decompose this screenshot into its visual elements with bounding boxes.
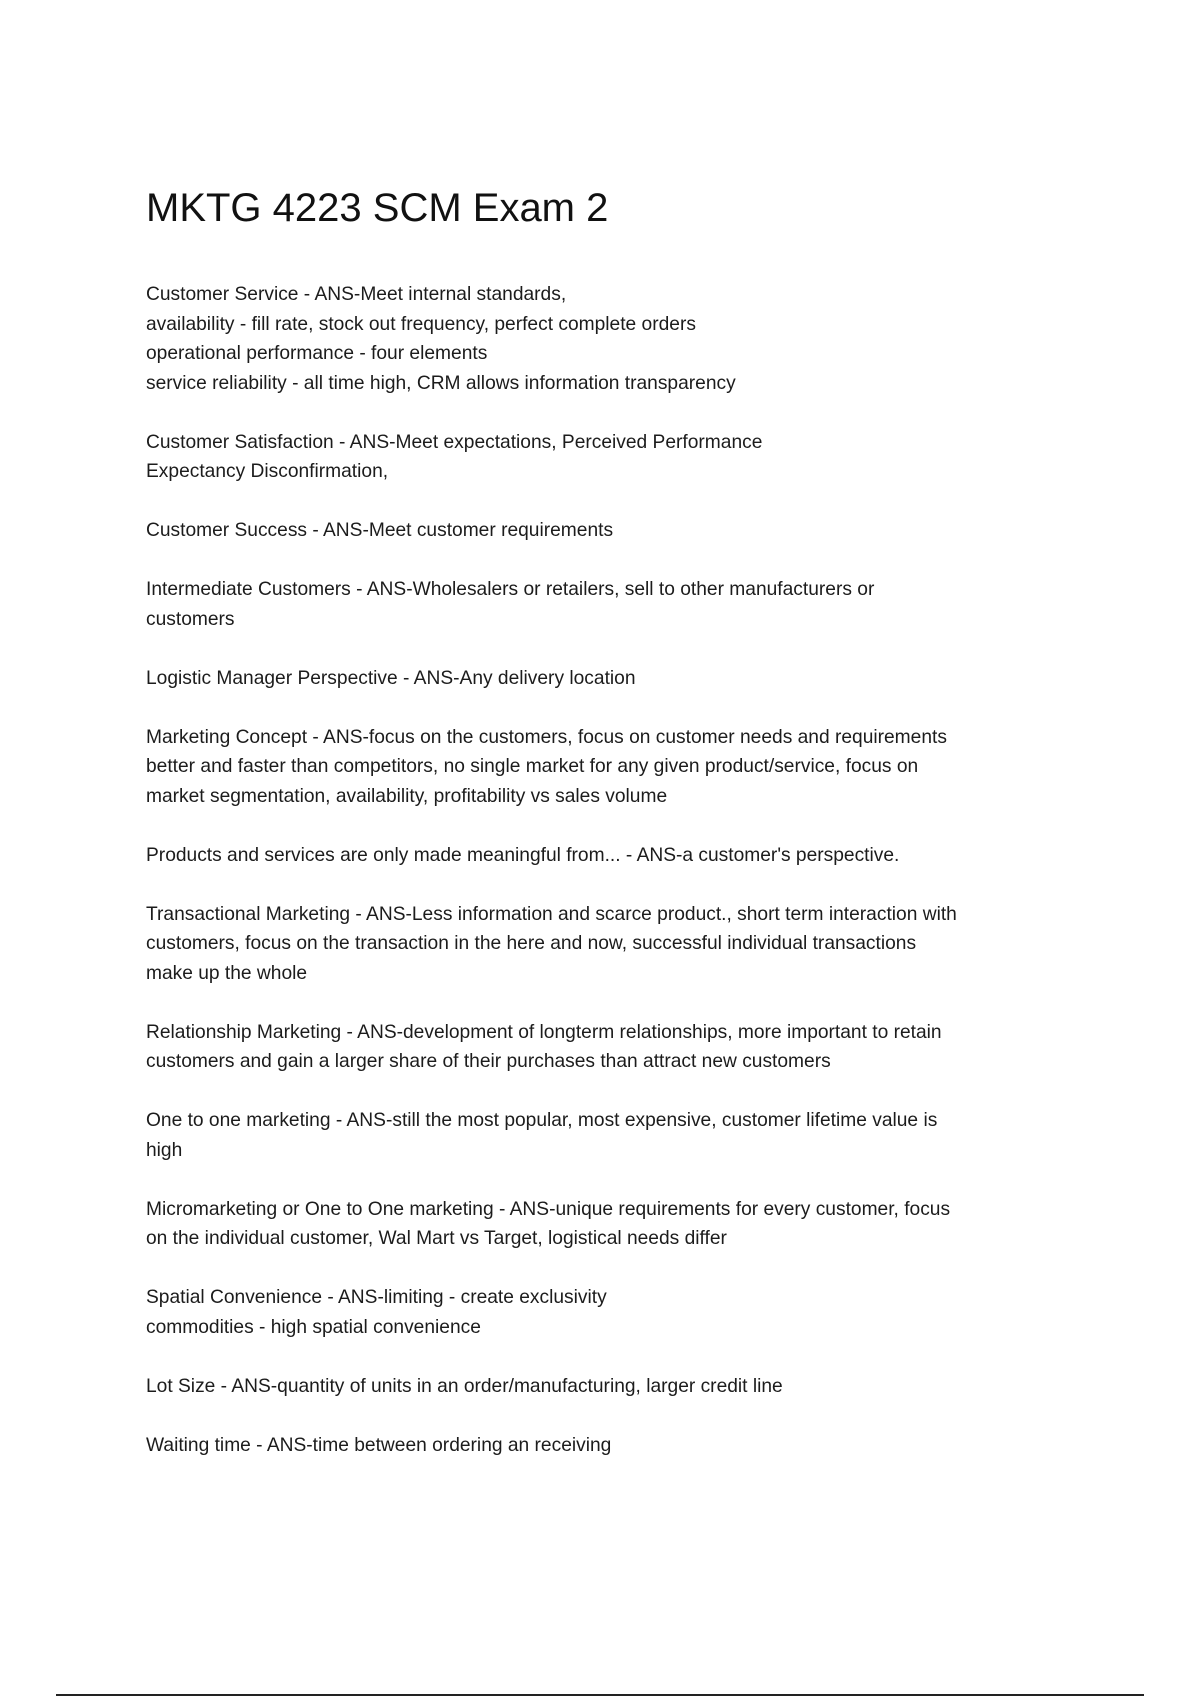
entry-line: Lot Size - ANS-quantity of units in an order/manufacturing, larger credit line <box>146 1375 783 1397</box>
flashcard-entry <box>146 723 1086 812</box>
entry-line: Relationship Marketing - ANS-development of longterm relationships, more important to retain <box>146 1021 942 1043</box>
flashcard-entry <box>146 1372 1086 1402</box>
entry-line: Customer Service - ANS-Meet internal standards, <box>146 284 567 305</box>
entry-line: Intermediate Customers - ANS-Wholesalers or retailers, sell to other manufacturers or <box>146 579 875 600</box>
entry-line: customers, focus on the transaction in the here and now, successful individual transactions <box>146 933 917 954</box>
entry-line: Expectancy Disconfirmation, <box>146 461 389 482</box>
flashcard-entry <box>146 900 1086 989</box>
footer-divider <box>56 1694 1144 1696</box>
entry-line: make up the whole <box>146 962 308 984</box>
flashcard-list <box>146 280 1086 1490</box>
entry-line: on the individual customer, Wal Mart vs Target, logistical needs differ <box>146 1228 727 1249</box>
entry-line: One to one marketing - ANS-still the most popular, most expensive, customer lifetime value is <box>146 1110 938 1131</box>
flashcard-entry <box>146 841 1086 871</box>
flashcard-entry <box>146 1106 1086 1165</box>
entry-line: commodities - high spatial convenience <box>146 1316 481 1338</box>
flashcard-entry <box>146 575 1086 634</box>
entry-line: market segmentation, availability, profitability vs sales volume <box>146 785 668 807</box>
entry-line: Waiting time - ANS-time between ordering an receiving <box>146 1434 612 1456</box>
entry-line: operational performance - four elements <box>146 343 488 364</box>
entry-line: better and faster than competitors, no single market for any given product/service, focus on <box>146 756 919 777</box>
entry-line: customers and gain a larger share of their purchases than attract new customers <box>146 1051 831 1072</box>
entry-line: Micromarketing or One to One marketing - ANS-unique requirements for every customer, focus <box>146 1198 951 1220</box>
entry-line: Customer Satisfaction - ANS-Meet expectations, Perceived Performance <box>146 431 763 453</box>
flashcard-entry <box>146 1431 1086 1461</box>
flashcard-entry <box>146 1195 1086 1254</box>
entry-line: Transactional Marketing - ANS-Less information and scarce product., short term interaction with <box>146 903 957 925</box>
entry-line: Customer Success - ANS-Meet customer requirements <box>146 520 614 541</box>
flashcard-entry <box>146 428 1086 487</box>
flashcard-entry <box>146 664 1086 694</box>
flashcard-entry <box>146 1283 1086 1342</box>
entry-line: Spatial Convenience - ANS-limiting - create exclusivity <box>146 1287 607 1308</box>
entry-line: customers <box>146 608 235 630</box>
entry-line: Marketing Concept - ANS-focus on the customers, focus on customer needs and requirements <box>146 726 947 748</box>
document-title: MKTG 4223 SCM Exam 2 <box>146 186 609 230</box>
entry-line: service reliability - all time high, CRM allows information transparency <box>146 372 736 394</box>
entry-line: Products and services are only made meaningful from... - ANS-a customer's perspective. <box>146 844 900 866</box>
entry-line: high <box>146 1139 183 1161</box>
flashcard-entry <box>146 516 1086 546</box>
flashcard-entry <box>146 1018 1086 1077</box>
flashcard-entry <box>146 280 1086 398</box>
entry-line: Logistic Manager Perspective - ANS-Any delivery location <box>146 667 636 689</box>
entry-line: availability - fill rate, stock out frequency, perfect complete orders <box>146 313 696 335</box>
